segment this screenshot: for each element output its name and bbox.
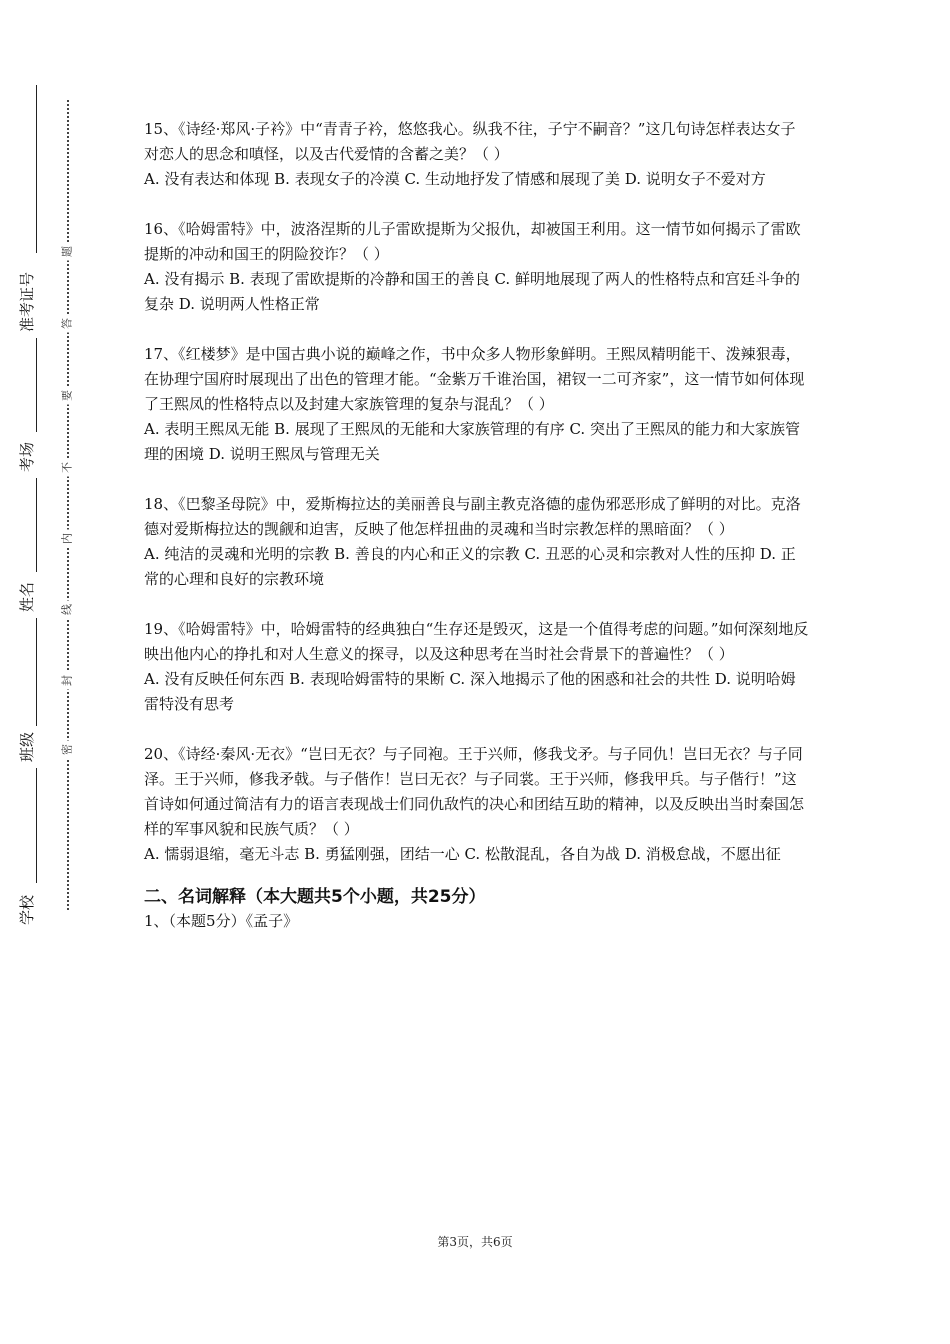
question-18 [144, 492, 810, 592]
question-15 [144, 117, 810, 192]
seal-dotted-line [67, 100, 69, 910]
question-options: A. 没有反映任何东西 B. 表现哈姆雷特的果断 C. 深入地揭示了他的困惑和社会的共性 D. 说明哈姆雷特没有思考 [144, 670, 796, 713]
name-label: 姓名 [18, 581, 36, 612]
admission-number-label: 准考证号 [18, 271, 36, 332]
question-options: A. 没有表达和体现 B. 表现女子的冷漠 C. 生动地抒发了情感和展现了美 D. 说明女子不爱对方 [144, 170, 766, 188]
question-stem: 19、《哈姆雷特》中，哈姆雷特的经典独白“生存还是毁灭，这是一个值得考虑的问题。”如何深刻地反映出他内心的挣扎和对人生意义的探寻，以及这种思考在当时社会背景下的普遍性？（ ） [144, 620, 809, 663]
section-title: 二、名词解释（本大题共5个小题，共25分） [144, 887, 486, 907]
question-options: A. 纯洁的灵魂和光明的宗教 B. 善良的内心和正义的宗教 C. 丑恶的心灵和宗教对人性的压抑 D. 正常的心理和良好的宗教环境 [144, 545, 796, 588]
question-stem: 18、《巴黎圣母院》中，爱斯梅拉达的美丽善良与副主教克洛德的虚伪邪恶形成了鲜明的对比。克洛德对爱斯梅拉达的觊觎和迫害，反映了他怎样扭曲的灵魂和当时宗教怎样的黑暗面？（ ） [144, 495, 801, 538]
exam-room-label: 考场 [18, 441, 36, 472]
admission-number-line [36, 85, 37, 253]
seal-char: 要 [62, 387, 73, 405]
page-number: 第3页，共6页 [437, 1235, 513, 1249]
question-options: A. 没有揭示 B. 表现了雷欧提斯的冷静和国王的善良 C. 鲜明地展现了两人的性格特点和宫廷斗争的复杂 D. 说明两人性格正常 [144, 270, 800, 313]
school-label: 学校 [18, 894, 36, 925]
school-line [36, 768, 37, 883]
seal-char: 封 [62, 672, 73, 690]
question-options: A. 表明王熙凤无能 B. 展现了王熙凤的无能和大家族管理的有序 C. 突出了王熙凤的能力和大家族管理的困境 D. 说明王熙凤与管理无关 [144, 420, 800, 463]
question-stem: 17、《红楼梦》是中国古典小说的巅峰之作，书中众多人物形象鲜明。王熙凤精明能干、泼辣狠毒，在协理宁国府时展现出了出色的管理才能。“金紫万千谁治国，裙钗一二可齐家”，这一情节如何体现了王熙凤的性格特点以及封建大家族管理的复杂与混乱？（ ） [144, 345, 805, 413]
name-line [36, 478, 37, 572]
seal-char: 不 [62, 459, 73, 477]
question-17 [144, 342, 810, 467]
question-16 [144, 217, 810, 317]
question-stem: 16、《哈姆雷特》中，波洛涅斯的儿子雷欧提斯为父报仇，却被国王利用。这一情节如何揭示了雷欧提斯的冲动和国王的阴险狡诈？（ ） [144, 220, 801, 263]
question-stem: 20、《诗经·秦风·无衣》“岂曰无衣？与子同袍。王于兴师，修我戈矛。与子同仇！岂曰无衣？与子同泽。王于兴师，修我矛戟。与子偕作！岂曰无衣？与子同裳。王于兴师，修我甲兵。与子偕行！”这首诗如何通过简洁有力的语言表现战士们同仇敌忾的决心和团结互助的精神，以及反映出当时秦国怎样的军事风貌和民族气质？（ ） [144, 745, 805, 838]
class-line [36, 618, 37, 726]
seal-char: 线 [62, 601, 73, 619]
seal-char: 内 [62, 530, 73, 548]
exam-room-line [36, 338, 37, 432]
seal-char: 密 [62, 741, 73, 759]
seal-char: 答 [62, 315, 73, 333]
class-label: 班级 [18, 731, 36, 762]
seal-char: 题 [62, 243, 73, 261]
question-options: A. 懦弱退缩，毫无斗志 B. 勇猛刚强，团结一心 C. 松散混乱，各自为战 D. 消极怠战，不愿出征 [144, 845, 781, 863]
question-20 [144, 742, 810, 867]
term-question-1: 1、（本题5分）《孟子》 [144, 912, 299, 930]
question-19 [144, 617, 810, 717]
exam-content [144, 117, 810, 934]
question-stem: 15、《诗经·郑风·子衿》中“青青子衿，悠悠我心。纵我不往，子宁不嗣音？”这几句诗怎样表达女子对恋人的思念和嗔怪，以及古代爱情的含蓄之美？（ ） [144, 120, 796, 163]
